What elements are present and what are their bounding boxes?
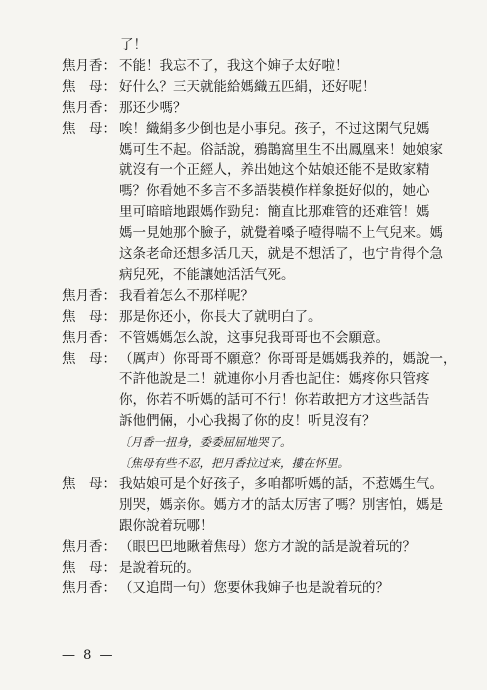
dialogue-line: 你，你若不听媽的話可不行！你若敢把方才这些話告 <box>119 392 430 409</box>
dialogue-line: 我看着怎么不那样呢？ <box>119 287 254 304</box>
dialogue-line: 不許他說是二！就連你小月香也記住：媽疼你只管疼 <box>119 371 430 388</box>
dialogue-line: （厲声）你哥哥不願意？你哥哥是媽媽我养的，媽說一， <box>119 350 457 367</box>
speaker-label: 焦 母： <box>62 120 116 137</box>
speaker-label: 焦 母： <box>62 350 116 367</box>
dialogue-line: 好什么？三天就能給媽織五匹絹，还好呢！ <box>119 78 376 95</box>
dialogue-line: 媽一見她那个臉子，就覺着嗓子噎得喘不上气兒来。媽 <box>119 225 443 242</box>
speaker-label: 焦月香： <box>62 329 116 346</box>
stage-direction: 〔焦母有些不忍，把月香拉过来，摟在怀里。 <box>119 456 349 470</box>
speaker-label: 焦 母： <box>62 559 116 576</box>
speaker-label: 焦 母： <box>62 78 116 95</box>
dialogue-line: 訴他們倆，小心我揭了你的皮！听見沒有？ <box>119 413 376 430</box>
speaker-label: 焦月香： <box>62 538 116 555</box>
dialogue-line: 这条老命还想多活几天，就是不想活了，也宁肯得个急 <box>119 246 443 262</box>
dialogue-line: 就沒有一个正經人，养出她这个姑娘还能不是敗家精 <box>119 162 430 179</box>
dialogue-line: 是說着玩的。 <box>119 559 200 576</box>
speaker-label: 焦月香： <box>62 57 116 74</box>
dialogue-line: 嗎？你看她不多言不多語裝模作样象挺好似的，她心 <box>119 183 430 200</box>
dialogue-line: 病兒死，不能讓她活活气死。 <box>119 266 295 283</box>
dialogue-line: 媽可生不起。俗話說，鴉鵲窩里生不出鳳凰来！她娘家 <box>119 141 443 158</box>
dialogue-line: 了！ <box>120 37 147 53</box>
dialogue-line: 里可暗暗地跟媽作勁兒：簡直比那难管的还难管！媽 <box>119 204 430 221</box>
speaker-label: 焦月香： <box>62 580 116 597</box>
stage-direction: 〔月香一扭身，委委屈屈地哭了。 <box>119 435 292 450</box>
speaker-label: 焦 母： <box>62 308 116 325</box>
dialogue-line: （又追問一句）您要休我婶子也是說着玩的？ <box>119 580 389 597</box>
dialogue-line: 不能！我忘不了，我这个婶子太好啦！ <box>119 57 349 74</box>
speaker-label: 焦 母： <box>62 475 116 492</box>
page-number: — 8 — <box>62 648 115 663</box>
dialogue-line: 不管媽媽怎么說，这事兒我哥哥也不会願意。 <box>119 329 389 346</box>
dialogue-line: 那是你还小，你長大了就明白了。 <box>119 308 322 325</box>
dialogue-line: （眼巴巴地瞅着焦母）您方才說的話是說着玩的？ <box>119 538 416 555</box>
dialogue-line: 唉！織絹多少倒也是小事兒。孩子，不过这閑气兒媽 <box>119 120 430 137</box>
dialogue-line: 跟你說着玩哪！ <box>119 517 214 534</box>
dialogue-line: 那还少嗎？ <box>119 99 187 116</box>
speaker-label: 焦月香： <box>62 287 116 304</box>
dialogue-line: 我姑娘可是个好孩子，多咱都听媽的話，不惹媽生气。 <box>119 475 443 492</box>
speaker-label: 焦月香： <box>62 99 116 116</box>
dialogue-line: 別哭，媽亲你。媽方才的話太厉害了嗎？別害怕，媽是 <box>119 496 443 513</box>
